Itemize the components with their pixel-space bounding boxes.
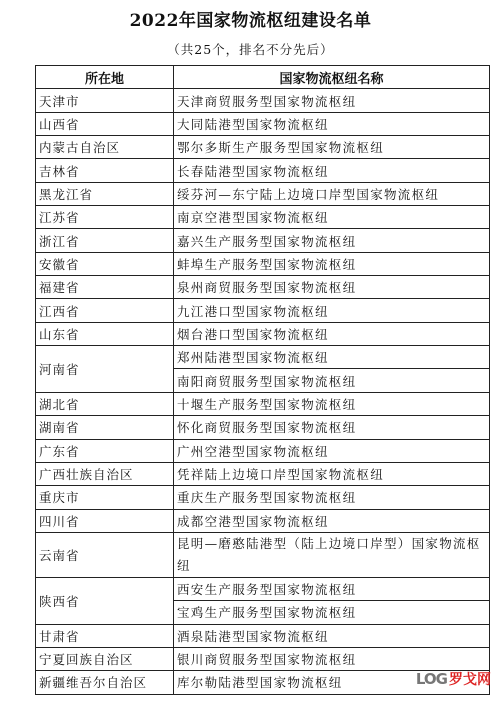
hub-name-cell: 银川商贸服务型国家物流枢纽 [174, 647, 490, 670]
watermark-logo: LOG [415, 670, 447, 688]
table-row [36, 182, 490, 205]
location-cell: 四川省 [36, 509, 174, 532]
table-row [36, 392, 490, 415]
table-row [36, 229, 490, 252]
table-row [36, 206, 490, 229]
location-cell: 山东省 [36, 322, 174, 345]
hub-name-cell: 蚌埠生产服务型国家物流枢纽 [174, 252, 490, 275]
table-row [36, 439, 490, 462]
location-cell: 河南省 [36, 346, 174, 393]
table-row [36, 346, 490, 369]
table-row [36, 322, 490, 345]
header-hub-name: 国家物流枢纽名称 [174, 66, 490, 89]
hub-name-cell: 郑州陆港型国家物流枢纽 [174, 346, 490, 369]
hub-name-cell: 西安生产服务型国家物流枢纽 [174, 577, 490, 600]
table-row [36, 509, 490, 532]
table-row [36, 486, 490, 509]
hub-name-cell: 十堰生产服务型国家物流枢纽 [174, 392, 490, 415]
table-row [36, 252, 490, 275]
hub-name-cell: 昆明—磨憨陆港型（陆上边境口岸型）国家物流枢纽 [174, 532, 490, 577]
hub-name-cell: 鄂尔多斯生产服务型国家物流枢纽 [174, 136, 490, 159]
hub-name-cell: 南京空港型国家物流枢纽 [174, 206, 490, 229]
table-row [36, 624, 490, 647]
header-location: 所在地 [36, 66, 174, 89]
hub-name-cell: 泉州商贸服务型国家物流枢纽 [174, 276, 490, 299]
hub-list-table [35, 65, 490, 695]
hub-name-cell: 嘉兴生产服务型国家物流枢纽 [174, 229, 490, 252]
hub-name-cell: 长春陆港型国家物流枢纽 [174, 159, 490, 182]
location-cell: 广西壮族自治区 [36, 462, 174, 485]
location-cell: 新疆维吾尔自治区 [36, 671, 174, 694]
location-cell: 江苏省 [36, 206, 174, 229]
hub-name-cell: 天津商贸服务型国家物流枢纽 [174, 89, 490, 112]
location-cell: 江西省 [36, 299, 174, 322]
table-body [36, 89, 490, 694]
hub-name-cell: 大同陆港型国家物流枢纽 [174, 112, 490, 135]
table-row [36, 276, 490, 299]
table-row [36, 577, 490, 600]
location-cell: 广东省 [36, 439, 174, 462]
table-header-row [36, 66, 490, 89]
location-cell: 福建省 [36, 276, 174, 299]
location-cell: 陕西省 [36, 577, 174, 624]
location-cell: 吉林省 [36, 159, 174, 182]
location-cell: 湖南省 [36, 416, 174, 439]
location-cell: 重庆市 [36, 486, 174, 509]
page-subtitle: （共25个，排名不分先后） [167, 42, 334, 57]
table-row [36, 89, 490, 112]
watermark [416, 669, 491, 689]
hub-name-cell: 烟台港口型国家物流枢纽 [174, 322, 490, 345]
page-title: 2022年国家物流枢纽建设名单 [129, 11, 372, 31]
table-row [36, 112, 490, 135]
table-row [36, 532, 490, 577]
location-cell: 甘肃省 [36, 624, 174, 647]
hub-name-cell: 库尔勒陆港型国家物流枢纽 [174, 671, 490, 694]
hub-name-cell: 怀化商贸服务型国家物流枢纽 [174, 416, 490, 439]
table-row [36, 136, 490, 159]
location-cell: 内蒙古自治区 [36, 136, 174, 159]
hub-name-cell: 广州空港型国家物流枢纽 [174, 439, 490, 462]
hub-name-cell: 凭祥陆上边境口岸型国家物流枢纽 [174, 462, 490, 485]
hub-name-cell: 重庆生产服务型国家物流枢纽 [174, 486, 490, 509]
location-cell: 安徽省 [36, 252, 174, 275]
location-cell: 天津市 [36, 89, 174, 112]
location-cell: 宁夏回族自治区 [36, 647, 174, 670]
hub-name-cell: 成都空港型国家物流枢纽 [174, 509, 490, 532]
watermark-text: 罗戈网 [449, 672, 491, 688]
location-cell: 黑龙江省 [36, 182, 174, 205]
table-row [36, 462, 490, 485]
table-row [36, 416, 490, 439]
location-cell: 湖北省 [36, 392, 174, 415]
table-row [36, 159, 490, 182]
table-row [36, 647, 490, 670]
hub-name-cell: 九江港口型国家物流枢纽 [174, 299, 490, 322]
hub-name-cell: 宝鸡生产服务型国家物流枢纽 [174, 601, 490, 624]
hub-name-cell: 南阳商贸服务型国家物流枢纽 [174, 369, 490, 392]
location-cell: 浙江省 [36, 229, 174, 252]
hub-name-cell: 酒泉陆港型国家物流枢纽 [174, 624, 490, 647]
hub-name-cell: 绥芬河—东宁陆上边境口岸型国家物流枢纽 [174, 182, 490, 205]
table-row [36, 299, 490, 322]
location-cell: 云南省 [36, 532, 174, 577]
location-cell: 山西省 [36, 112, 174, 135]
